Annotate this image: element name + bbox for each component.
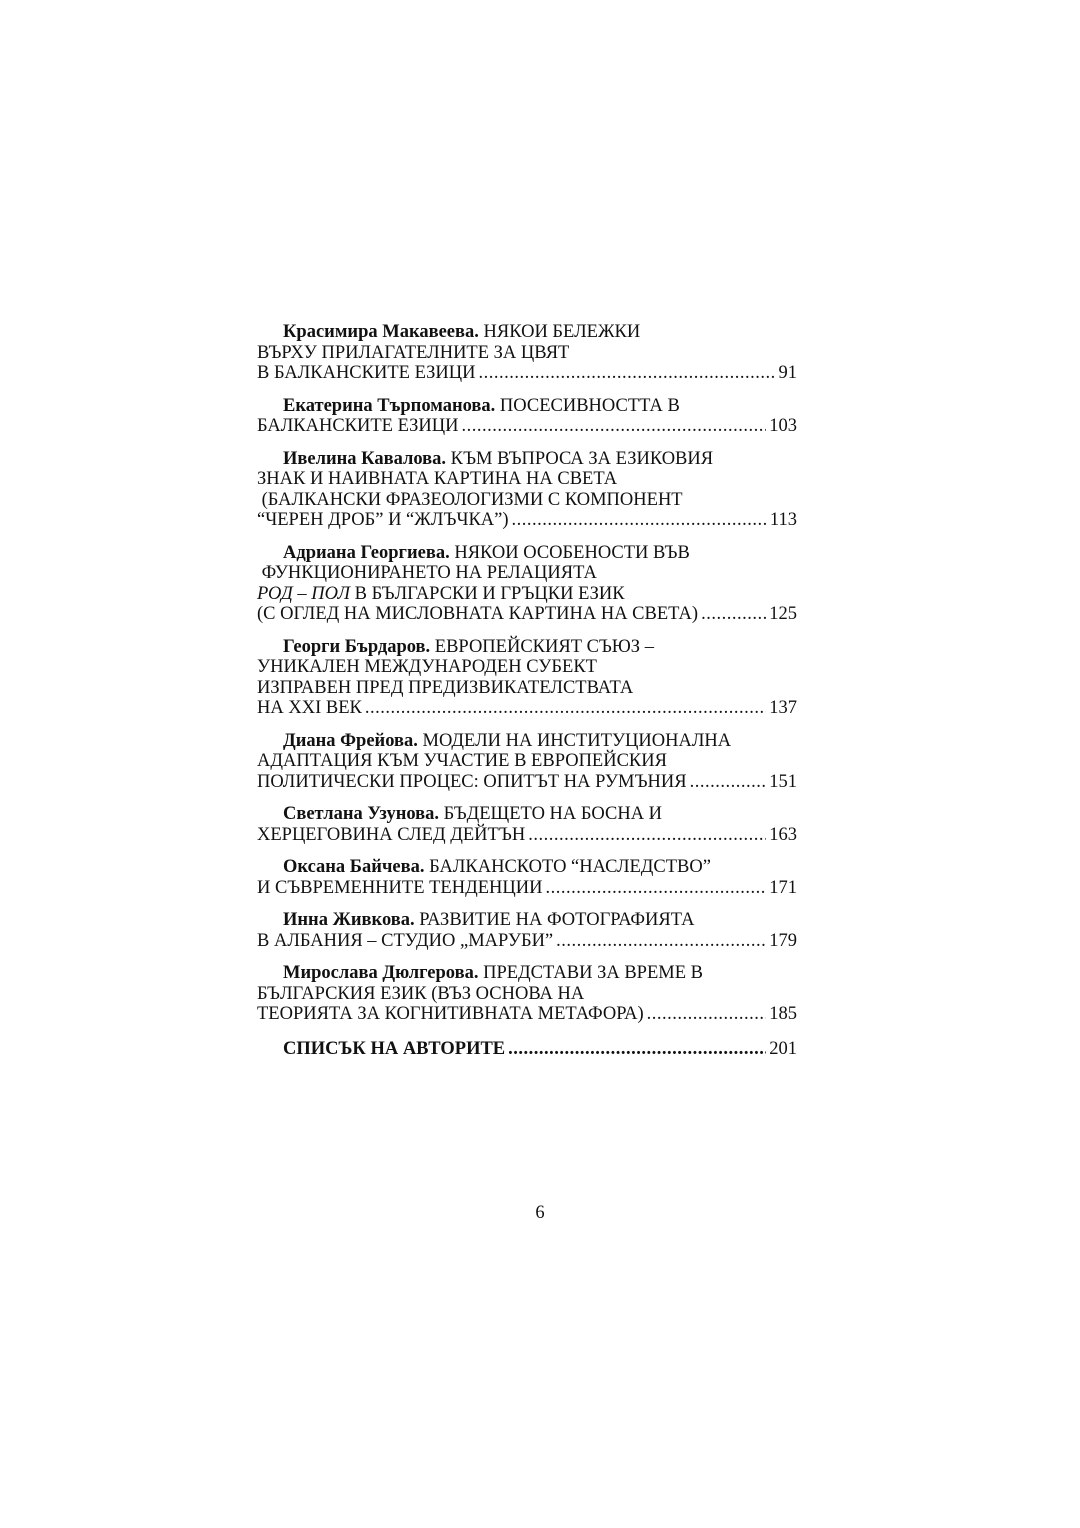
entry-title-line: БЪЛГАРСКИЯ ЕЗИК (ВЪЗ ОСНОВА НА (257, 983, 585, 1004)
dot-leader (462, 416, 767, 437)
entry-title: БЪДЕЩЕТО НА БОСНА И (443, 804, 663, 824)
entry-title-last: В БАЛКАНСКИТЕ ЕЗИЦИ (257, 363, 476, 383)
dot-leader (478, 363, 775, 384)
entry-author: Георги Бърдаров. (283, 636, 431, 657)
toc-entry[interactable] (257, 322, 797, 384)
entry-author: Адриана Георгиева. (283, 542, 450, 563)
dot-leader (545, 878, 766, 899)
entry-title-line: В БЪЛГАРСКИ И ГРЪЦКИ ЕЗИК (350, 583, 625, 604)
entry-page-number: 151 (769, 771, 797, 792)
entry-title: ПОСЕСИВНОСТТА В (499, 395, 680, 416)
authors-list-page-number: 201 (769, 1038, 797, 1059)
toc-entry[interactable] (257, 543, 797, 625)
entry-title-line: (БАЛКАНСКИ ФРАЗЕОЛОГИЗМИ С КОМПОНЕНТ (257, 489, 683, 510)
table-of-contents (257, 322, 797, 1071)
entry-title: ПРЕДСТАВИ ЗА ВРЕМЕ В (483, 963, 703, 983)
entry-title: НЯКОИ ОСОБЕНОСТИ ВЪВ (454, 542, 690, 563)
entry-title-last: И СЪВРЕМЕННИТЕ ТЕНДЕНЦИИ (257, 877, 543, 898)
entry-author: Светлана Узунова. (283, 804, 440, 824)
toc-entry[interactable] (257, 449, 797, 531)
entry-page-number: 113 (769, 510, 797, 530)
entry-title-line: УНИКАЛЕН МЕЖДУНАРОДЕН СУБЕКТ (257, 657, 597, 677)
entry-title: НЯКОИ БЕЛЕЖКИ (483, 322, 641, 342)
dot-leader (556, 931, 766, 952)
entry-title: БАЛКАНСКОТО “НАСЛЕДСТВО” (429, 857, 711, 877)
dot-leader (365, 698, 766, 719)
toc-entry[interactable] (257, 963, 797, 1025)
entry-title-line: АДАПТАЦИЯ КЪМ УЧАСТИЕ В ЕВРОПЕЙСКИЯ (257, 751, 667, 771)
entry-title-line: ЗНАК И НАИВНАТА КАРТИНА НА СВЕТА (257, 469, 618, 489)
dot-leader (690, 772, 767, 793)
entry-page-number: 171 (769, 877, 797, 898)
entry-page-number: 179 (769, 930, 797, 951)
entry-title: РАЗВИТИЕ НА ФОТОГРАФИЯТА (419, 910, 695, 930)
dot-leader (647, 1004, 767, 1025)
entry-title-last: НА XXI ВЕК (257, 698, 362, 718)
entry-title: ЕВРОПЕЙСКИЯТ СЪЮЗ – (434, 636, 654, 657)
entry-page-number: 125 (769, 604, 797, 624)
entry-title-line: ИЗПРАВЕН ПРЕД ПРЕДИЗВИКАТЕЛСТВАТА (257, 677, 634, 698)
entry-page-number: 137 (769, 698, 797, 718)
entry-author: Диана Фрейова. (283, 730, 418, 751)
dot-leader (512, 510, 767, 531)
toc-entry[interactable] (257, 637, 797, 719)
toc-entry[interactable] (257, 910, 797, 951)
entry-title-last: ХЕРЦЕГОВИНА СЛЕД ДЕЙТЪН (257, 824, 526, 845)
entry-title-last: ПОЛИТИЧЕСКИ ПРОЦЕС: ОПИТЪТ НА РУМЪНИЯ (257, 771, 687, 792)
entry-title: КЪМ ВЪПРОСА ЗА ЕЗИКОВИЯ (450, 448, 714, 469)
dot-leader (528, 825, 766, 846)
entry-author: Екатерина Търпоманова. (283, 395, 496, 416)
entry-title-last: БАЛКАНСКИТЕ ЕЗИЦИ (257, 416, 459, 436)
entry-title-italic: РОД – ПОЛ (257, 583, 351, 604)
entry-title-last: (С ОГЛЕД НА МИСЛОВНАТА КАРТИНА НА СВЕТА) (257, 604, 699, 624)
toc-entry[interactable] (257, 804, 797, 845)
authors-list-label: СПИСЪК НА АВТОРИТЕ (283, 1038, 506, 1059)
entry-title: МОДЕЛИ НА ИНСТИТУЦИОНАЛНА (422, 730, 732, 751)
entry-title-last: ТЕОРИЯТА ЗА КОГНИТИВНАТА МЕТАФОРА) (257, 1004, 644, 1024)
dot-leader (701, 604, 766, 625)
entry-title-line: ВЪРХУ ПРИЛАГАТЕЛНИТЕ ЗА ЦВЯТ (257, 342, 570, 363)
entry-page-number: 91 (778, 363, 797, 383)
entry-title-line: ФУНКЦИОНИРАНЕТО НА РЕЛАЦИЯТА (257, 563, 597, 583)
toc-entry-authors-list[interactable] (257, 1039, 797, 1060)
entry-title-last: В АЛБАНИЯ – СТУДИО „МАРУБИ” (257, 930, 554, 951)
entry-page-number: 163 (769, 824, 797, 845)
entry-page-number: 185 (769, 1004, 797, 1024)
toc-entry[interactable] (257, 731, 797, 793)
page-number: 6 (535, 1203, 545, 1223)
entry-author: Оксана Байчева. (283, 857, 425, 877)
toc-entry[interactable] (257, 396, 797, 437)
dot-leader (508, 1039, 766, 1060)
entry-author: Мирослава Дюлгерова. (283, 963, 479, 983)
entry-author: Инна Живкова. (283, 910, 415, 930)
entry-page-number: 103 (769, 416, 797, 436)
toc-entry[interactable] (257, 857, 797, 898)
entry-author: Ивелина Кавалова. (283, 448, 447, 469)
entry-title-last: “ЧЕРЕН ДРОБ” И “ЖЛЪЧКА”) (257, 510, 509, 530)
entry-author: Красимира Макавеева. (283, 322, 479, 342)
